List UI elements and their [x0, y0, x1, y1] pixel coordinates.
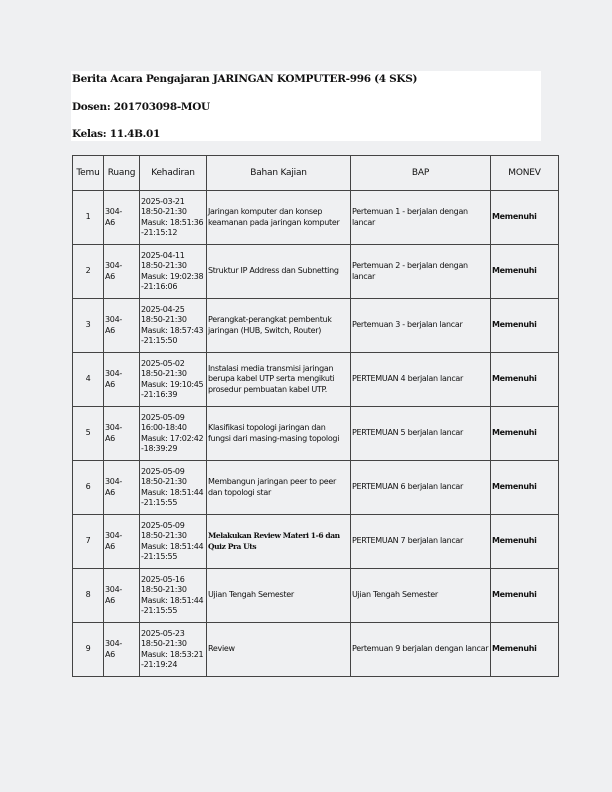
ruang-cell — [104, 353, 140, 407]
kehadiran-line: -21:19:24 — [141, 659, 178, 669]
kehadiran-line: 2025-04-25 — [141, 304, 185, 314]
bap-cell: Pertemuan 9 berjalan dengan lancar — [351, 623, 491, 677]
bahan-kajian-cell — [207, 515, 351, 569]
ruang-line: 304- — [105, 639, 122, 649]
kehadiran-cell — [140, 353, 207, 407]
ruang-line: 304- — [105, 477, 122, 487]
bahan-kajian-text: Review — [208, 644, 235, 654]
ruang-line: 304- — [105, 531, 122, 541]
kehadiran-line: 2025-05-16 — [141, 574, 185, 584]
ruang-cell — [104, 461, 140, 515]
kehadiran-cell — [140, 623, 207, 677]
table-row — [73, 515, 559, 569]
teaching-record-table — [72, 155, 559, 677]
ruang-line: 304- — [105, 369, 122, 379]
kehadiran-line: -21:15:12 — [141, 227, 178, 237]
ruang-line: 304- — [105, 261, 122, 271]
monev-cell: Memenuhi — [491, 191, 559, 245]
bahan-kajian-text: Instalasi media transmisi jaringan berupa kabel UTP serta mengikuti prosedur pembuatan kabel UTP. — [208, 363, 335, 394]
temu-cell: 3 — [73, 299, 104, 353]
kehadiran-line: -21:16:06 — [141, 281, 178, 291]
ruang-line: A6 — [105, 649, 115, 659]
ruang-line: A6 — [105, 217, 115, 227]
table-row — [73, 299, 559, 353]
kehadiran-line: 2025-05-02 — [141, 358, 185, 368]
bahan-kajian-cell — [207, 407, 351, 461]
table-body — [73, 191, 559, 677]
column-header-temu: Temu — [73, 156, 104, 191]
monev-cell: Memenuhi — [491, 461, 559, 515]
bahan-kajian-text: Perangkat-perangkat pembentuk jaringan (HUB, Switch, Router) — [208, 315, 332, 335]
monev-cell: Memenuhi — [491, 569, 559, 623]
kehadiran-line: 18:50-21:30 — [141, 261, 187, 271]
bap-cell: PERTEMUAN 7 berjalan lancar — [351, 515, 491, 569]
ruang-line: 304- — [105, 315, 122, 325]
ruang-cell — [104, 407, 140, 461]
bahan-kajian-text: Melakukan Review Materi 1-6 dan Quiz Pra Uts — [208, 531, 340, 551]
kehadiran-line: Masuk: 18:51:36 — [141, 217, 204, 227]
kehadiran-line: 18:50-21:30 — [141, 531, 187, 541]
kehadiran-line: -18:39:29 — [141, 443, 178, 453]
kehadiran-line: -21:15:50 — [141, 335, 178, 345]
kehadiran-line: Masuk: 18:53:21 — [141, 649, 204, 659]
ruang-cell — [104, 245, 140, 299]
kehadiran-line: 2025-05-09 — [141, 520, 185, 530]
kehadiran-line: 2025-03-21 — [141, 196, 185, 206]
ruang-line: A6 — [105, 595, 115, 605]
ruang-line: 304- — [105, 423, 122, 433]
bahan-kajian-cell — [207, 191, 351, 245]
ruang-line: A6 — [105, 541, 115, 551]
temu-cell: 8 — [73, 569, 104, 623]
kehadiran-line: 2025-05-09 — [141, 412, 185, 422]
ruang-cell — [104, 623, 140, 677]
bahan-kajian-text: Jaringan komputer dan konsep keamanan pada jaringan komputer — [208, 207, 340, 227]
kehadiran-line: Masuk: 18:51:44 — [141, 595, 204, 605]
kehadiran-cell — [140, 299, 207, 353]
kehadiran-line: 2025-05-09 — [141, 466, 185, 476]
bahan-kajian-text: Klasifikasi topologi jaringan dan fungsi dari masing-masing topologi — [208, 423, 340, 443]
ruang-line: A6 — [105, 325, 115, 335]
kehadiran-line: 18:50-21:30 — [141, 207, 187, 217]
kehadiran-line: 18:50-21:30 — [141, 315, 187, 325]
bahan-kajian-text: Ujian Tengah Semester — [208, 590, 294, 600]
document-title: Berita Acara Pengajaran JARINGAN KOMPUTER-996 (4 SKS) — [72, 73, 418, 85]
temu-cell: 9 — [73, 623, 104, 677]
kehadiran-line: Masuk: 18:57:43 — [141, 325, 204, 335]
document-header — [71, 71, 541, 141]
kehadiran-cell — [140, 245, 207, 299]
bahan-kajian-cell — [207, 245, 351, 299]
ruang-cell — [104, 515, 140, 569]
bahan-kajian-cell — [207, 299, 351, 353]
bap-cell: PERTEMUAN 4 berjalan lancar — [351, 353, 491, 407]
kehadiran-line: Masuk: 19:02:38 — [141, 271, 204, 281]
bahan-kajian-cell — [207, 569, 351, 623]
bahan-kajian-text: Membangun jaringan peer to peer dan topologi star — [208, 477, 336, 497]
ruang-line: 304- — [105, 585, 122, 595]
bap-cell: Pertemuan 3 - berjalan lancar — [351, 299, 491, 353]
bap-cell: Pertemuan 1 - berjalan dengan lancar — [351, 191, 491, 245]
kehadiran-line: 18:50-21:30 — [141, 639, 187, 649]
temu-cell: 4 — [73, 353, 104, 407]
kehadiran-line: Masuk: 19:10:45 — [141, 379, 204, 389]
monev-cell: Memenuhi — [491, 299, 559, 353]
temu-cell: 7 — [73, 515, 104, 569]
temu-cell: 1 — [73, 191, 104, 245]
column-header-bap: BAP — [351, 156, 491, 191]
ruang-line: A6 — [105, 271, 115, 281]
column-header-monev: MONEV — [491, 156, 559, 191]
kehadiran-line: 18:50-21:30 — [141, 369, 187, 379]
table-header-row — [73, 156, 559, 191]
kehadiran-line: 2025-05-23 — [141, 628, 185, 638]
kehadiran-cell — [140, 191, 207, 245]
ruang-cell — [104, 191, 140, 245]
ruang-line: 304- — [105, 207, 122, 217]
class-label: Kelas: 11.4B.01 — [72, 128, 161, 140]
table-row — [73, 191, 559, 245]
kehadiran-line: -21:15:55 — [141, 605, 178, 615]
temu-cell: 2 — [73, 245, 104, 299]
bap-cell: Ujian Tengah Semester — [351, 569, 491, 623]
kehadiran-line: 18:50-21:30 — [141, 585, 187, 595]
kehadiran-line: Masuk: 17:02:42 — [141, 433, 204, 443]
table-row — [73, 569, 559, 623]
monev-cell: Memenuhi — [491, 515, 559, 569]
temu-cell: 5 — [73, 407, 104, 461]
kehadiran-line: Masuk: 18:51:44 — [141, 541, 204, 551]
kehadiran-cell — [140, 461, 207, 515]
ruang-line: A6 — [105, 487, 115, 497]
bap-cell: PERTEMUAN 5 berjalan lancar — [351, 407, 491, 461]
kehadiran-line: -21:15:55 — [141, 497, 178, 507]
table-row — [73, 245, 559, 299]
bahan-kajian-cell — [207, 353, 351, 407]
monev-cell: Memenuhi — [491, 245, 559, 299]
bahan-kajian-text: Struktur IP Address dan Subnetting — [208, 266, 339, 276]
ruang-cell — [104, 569, 140, 623]
table-row — [73, 407, 559, 461]
kehadiran-line: -21:16:39 — [141, 389, 178, 399]
table-row — [73, 353, 559, 407]
ruang-cell — [104, 299, 140, 353]
monev-cell: Memenuhi — [491, 623, 559, 677]
monev-cell: Memenuhi — [491, 353, 559, 407]
column-header-bahan-kajian: Bahan Kajian — [207, 156, 351, 191]
column-header-ruang: Ruang — [104, 156, 140, 191]
monev-cell: Memenuhi — [491, 407, 559, 461]
kehadiran-line: 16:00-18:40 — [141, 423, 187, 433]
temu-cell: 6 — [73, 461, 104, 515]
kehadiran-line: 18:50-21:30 — [141, 477, 187, 487]
kehadiran-cell — [140, 569, 207, 623]
bap-cell: PERTEMUAN 6 berjalan lancar — [351, 461, 491, 515]
lecturer-label: Dosen: 201703098-MOU — [72, 101, 210, 113]
ruang-line: A6 — [105, 433, 115, 443]
ruang-line: A6 — [105, 379, 115, 389]
table-row — [73, 623, 559, 677]
kehadiran-cell — [140, 407, 207, 461]
table-row — [73, 461, 559, 515]
column-header-kehadiran: Kehadiran — [140, 156, 207, 191]
kehadiran-line: Masuk: 18:51:44 — [141, 487, 204, 497]
bap-cell: Pertemuan 2 - berjalan dengan lancar — [351, 245, 491, 299]
kehadiran-cell — [140, 515, 207, 569]
bahan-kajian-cell — [207, 623, 351, 677]
bahan-kajian-cell — [207, 461, 351, 515]
kehadiran-line: 2025-04-11 — [141, 250, 185, 260]
kehadiran-line: -21:15:55 — [141, 551, 178, 561]
